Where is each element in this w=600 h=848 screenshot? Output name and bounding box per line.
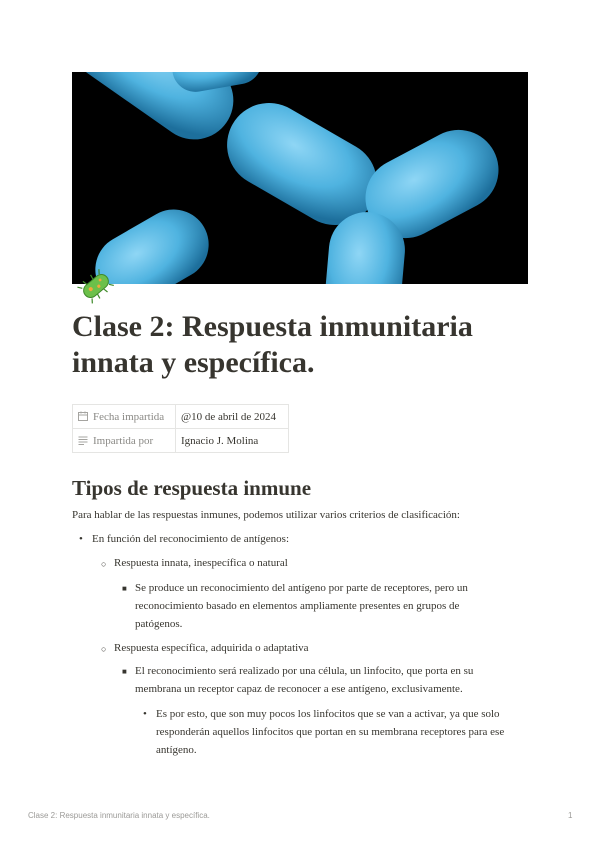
properties-table xyxy=(72,404,289,453)
list-item-deep-line2: responderán aquellos linfocitos que portan en su membrana receptores para ese xyxy=(156,726,505,738)
list-item-level1: En función del reconocimiento de antígenos: xyxy=(92,533,290,545)
list-item-innate-desc-line1: Se produce un reconocimiento del antígeno por parte de receptores, pero un xyxy=(135,582,468,594)
calendar-icon xyxy=(78,411,88,421)
property-key-teacher xyxy=(73,429,176,453)
page-title-line-1: Clase 2: Respuesta inmunitaria xyxy=(72,310,473,343)
property-key-date-label: Fecha impartida xyxy=(93,410,165,423)
list-item-specific: Respuesta específica, adquirida o adaptativa xyxy=(114,642,309,654)
list-item-specific-desc-line1: El reconocimiento será realizado por una célula, un linfocito, que porta en su xyxy=(135,665,474,677)
list-item-innate-desc-line2: reconocimiento basado en elementos ampliamente presentes en grupos de xyxy=(135,600,460,612)
property-row-date xyxy=(73,405,289,429)
property-key-teacher-label: Impartida por xyxy=(93,434,154,447)
bullet-circle: ○ xyxy=(101,644,107,654)
bullet-square: ■ xyxy=(122,584,127,593)
list-item-specific-desc-line2: membrana un receptor capaz de reconocer a ese antígeno, exclusivamente. xyxy=(135,683,463,695)
property-value-date[interactable]: @10 de abril de 2024 xyxy=(176,405,289,429)
footer-page-number: 1 xyxy=(568,811,573,820)
list-item-innate-desc-line3: patógenos. xyxy=(135,618,183,630)
footer-doc-title: Clase 2: Respuesta inmunitaria innata y específica. xyxy=(28,811,210,820)
page-title-line-2: innata y específica. xyxy=(72,346,315,379)
property-value-teacher[interactable]: Ignacio J. Molina xyxy=(176,429,289,453)
section-intro: Para hablar de las respuestas inmunes, podemos utilizar varios criterios de clasificación: xyxy=(72,509,460,521)
section-heading: Tipos de respuesta inmune xyxy=(72,476,312,500)
list-item-deep-line3: antígeno. xyxy=(156,744,197,756)
list-item-innate: Respuesta innata, inespecífica o natural xyxy=(114,557,288,569)
bullet-square: ■ xyxy=(122,667,127,676)
bullet-disc: • xyxy=(143,708,147,720)
page-title xyxy=(72,309,528,381)
property-key-date xyxy=(73,405,176,429)
bullet-disc: • xyxy=(79,533,83,545)
cover-image xyxy=(72,72,528,284)
list-item-deep-line1: Es por esto, que son muy pocos los linfocitos que se van a activar, ya que solo xyxy=(156,708,500,720)
bullet-circle: ○ xyxy=(101,559,107,569)
text-lines-icon xyxy=(78,435,88,445)
microbe-icon xyxy=(76,266,116,306)
property-row-teacher xyxy=(73,429,289,453)
bacteria-illustration xyxy=(72,72,528,284)
